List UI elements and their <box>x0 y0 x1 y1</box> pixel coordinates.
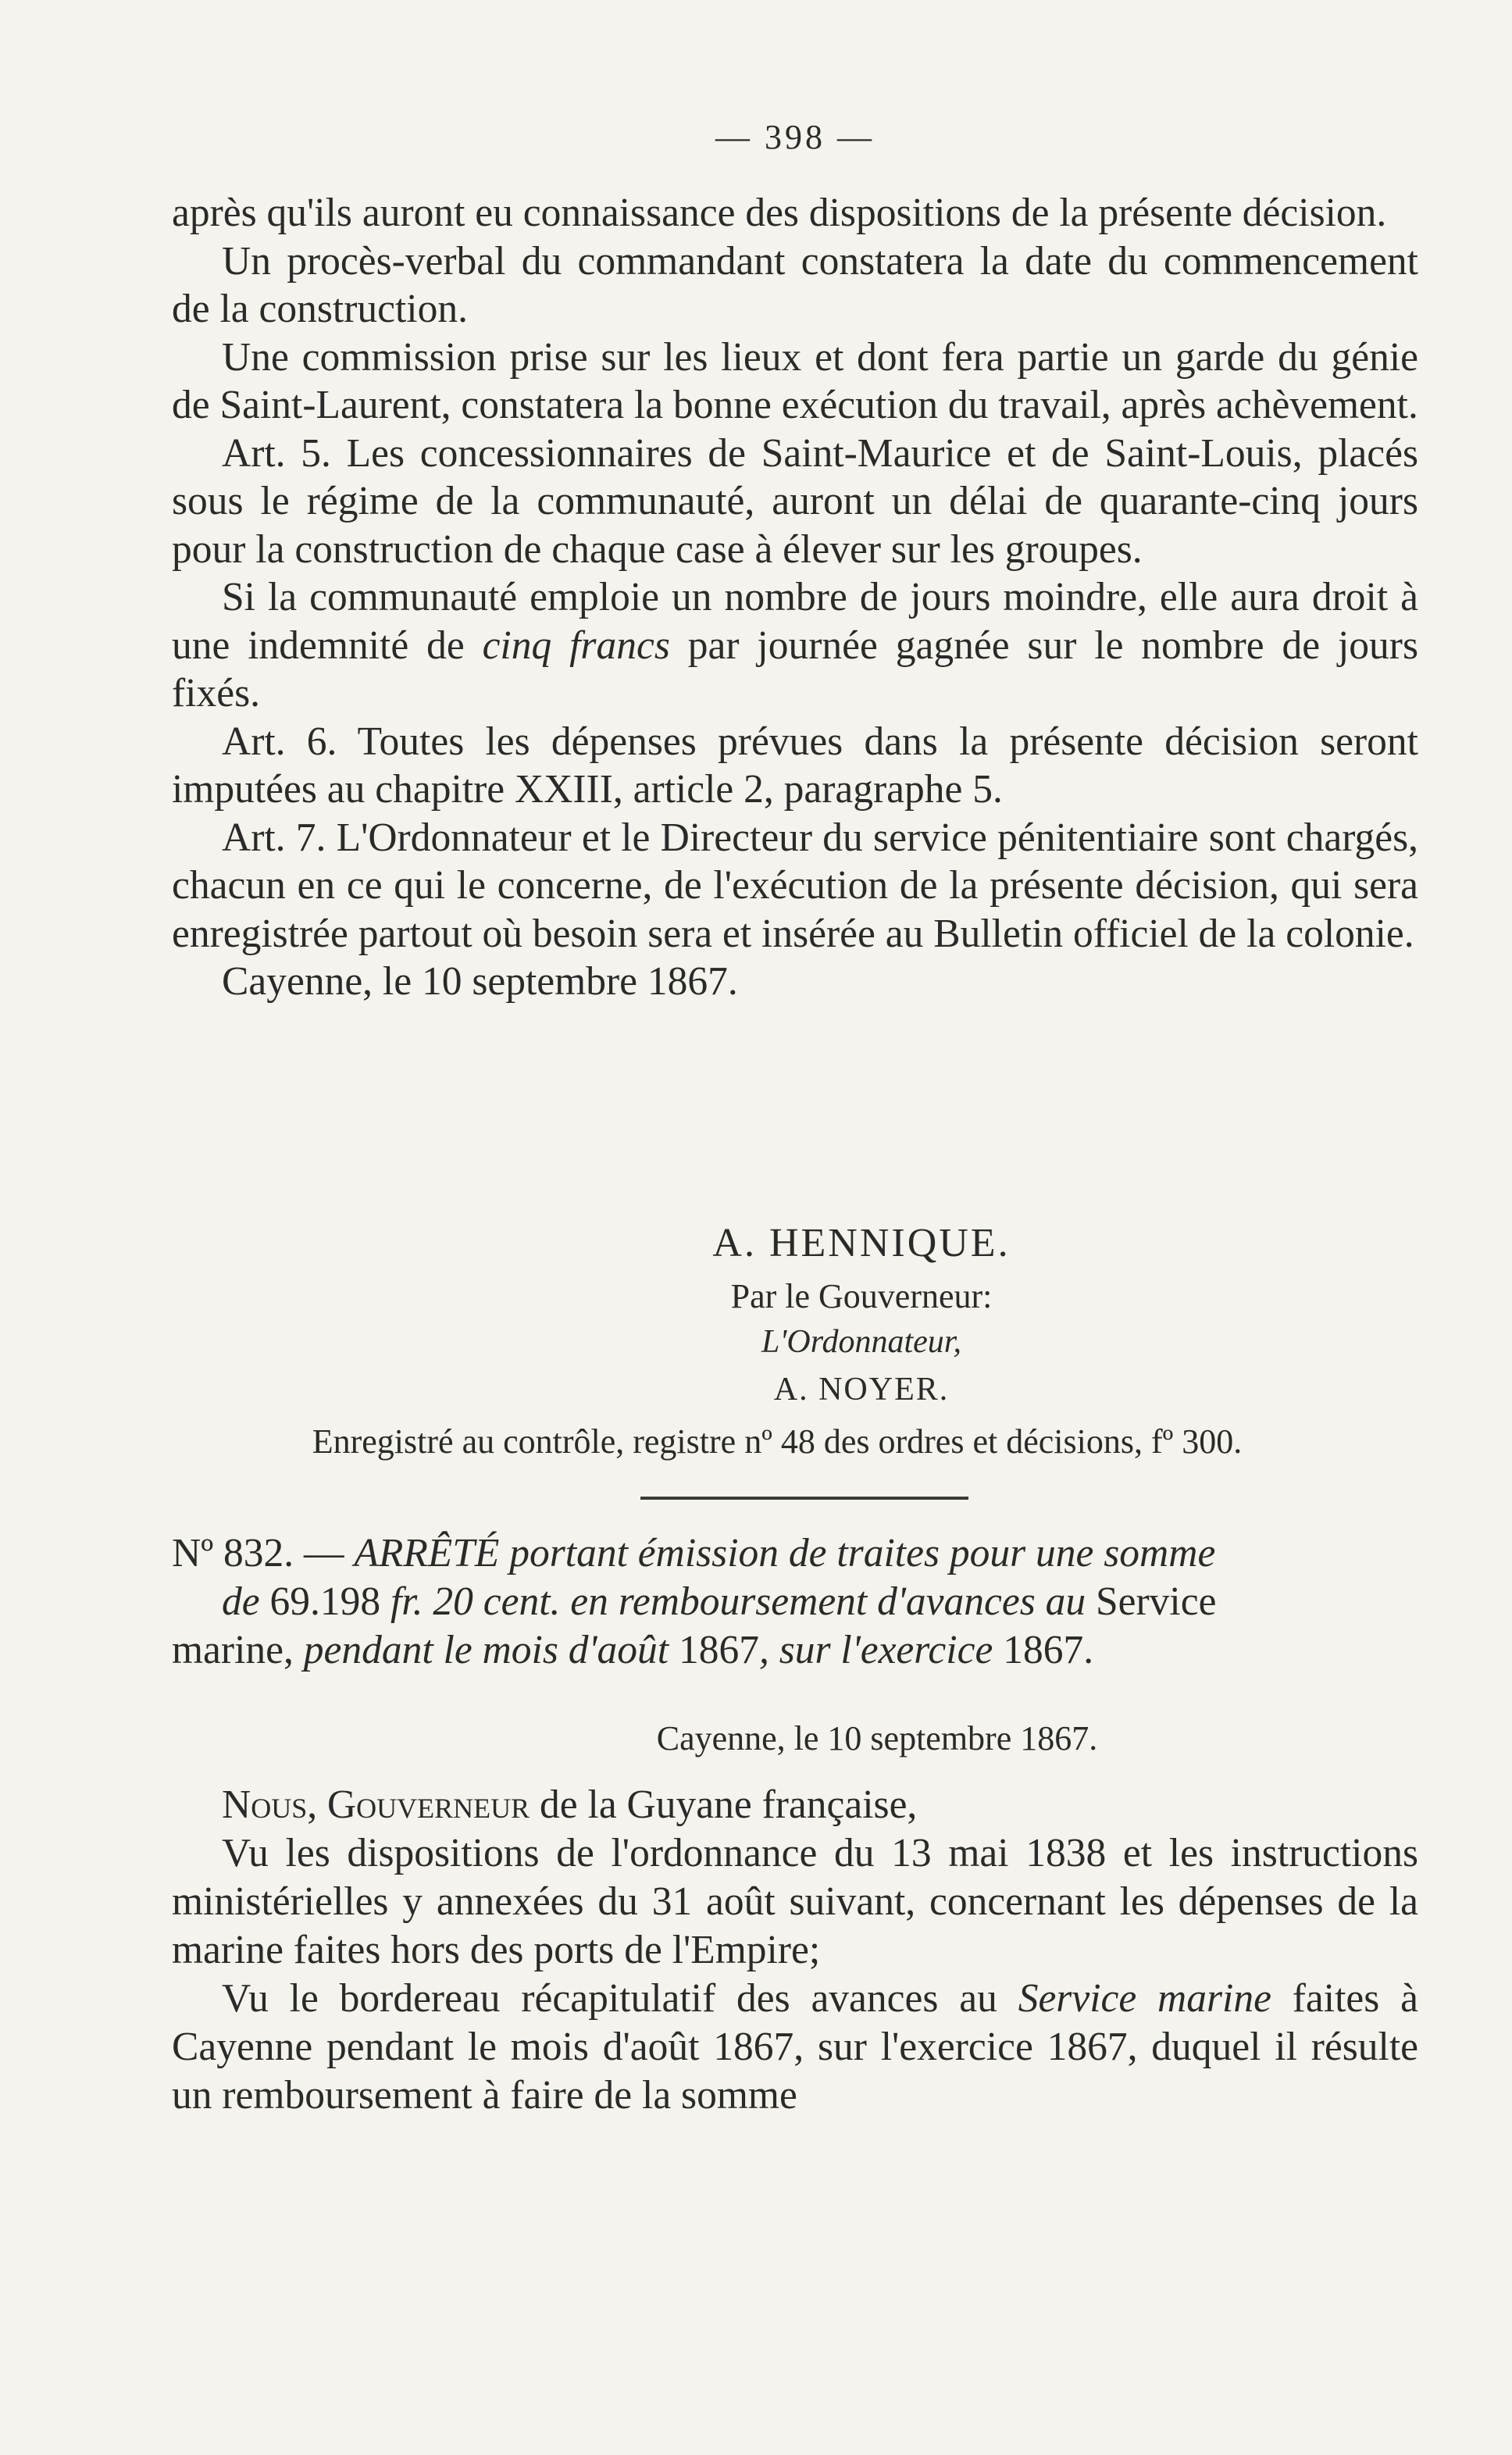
section-divider <box>640 1497 968 1500</box>
decision-body <box>172 189 1418 1006</box>
vu-bordereau-service: Service marine <box>1018 1976 1271 2021</box>
arrete-amount: 69.198 <box>269 1579 381 1624</box>
signature-par-le-gouverneur: Par le Gouverneur: <box>730 1277 993 1315</box>
arrete-heading-line-3 <box>172 1626 1418 1675</box>
paragraph-date: Cayenne, le 10 septembre 1867. <box>222 959 738 1004</box>
registration-note: Enregistré au contrôle, registre nº 48 des ordres et décisions, fº 300. <box>312 1422 1243 1461</box>
arrete-title-exercice: , sur l'exercice <box>758 1628 1004 1672</box>
arrete-dash: — <box>294 1531 355 1575</box>
nous-gouverneur: Nous, Gouverneur <box>222 1782 530 1827</box>
arrete-title-service: Service <box>1096 1579 1217 1624</box>
paragraph-vu-bordereau <box>172 1975 1418 2120</box>
arrete-title-line-2: fr. 20 cent. en remboursement d'avances au <box>380 1579 1096 1624</box>
arrete-title-marine: marine, <box>172 1628 304 1672</box>
vu-bordereau-end: faites à Cayenne pendant le mois d'août 1867, sur l'exercice 1867, duquel il résulte un remboursement à faire de la somme <box>172 1976 1418 2118</box>
arrete-heading-line-2 <box>172 1578 1418 1626</box>
arrete-title-pendant: pendant le mois d'août <box>303 1628 679 1672</box>
signature-ordonnateur: A. NOYER. <box>773 1372 950 1408</box>
paragraph-vu-ordonnance: Vu les dispositions de l'ordonnance du 13 mai 1838 et les instructions ministérielles y annexées du 31 août suivant, concernant les dépenses de la marine faites hors des ports de l'Empire; <box>172 1831 1418 1972</box>
paragraph-continuation: après qu'ils auront eu connaissance des dispositions de la présente décision. <box>172 191 1387 235</box>
arrete-title-year: 1867 <box>678 1628 759 1672</box>
indemnite-amount: cinq francs <box>482 623 670 668</box>
indemnite-text-before: Si la communauté emploie un nombre de jours moindre, elle aura droit à une indemnité de <box>172 575 1418 668</box>
paragraph-article-5: Art. 5. Les concessionnaires de Saint-Maurice et de Saint-Louis, placés sous le régime de la communauté, auront un délai de quarante-cinq jours pour la construction de chaque case à élever sur les groupes. <box>172 430 1418 572</box>
arrete-body <box>172 1781 1418 2120</box>
paragraph-indemnite <box>172 573 1418 718</box>
paragraph-nous <box>172 1781 1418 1829</box>
paragraph-article-6: Art. 6. Toutes les dépenses prévues dans la présente décision seront imputées au chapitre XXIII, article 2, paragraphe 5. <box>172 719 1418 812</box>
arrete-title-exercice-year: 1867. <box>1003 1628 1094 1672</box>
paragraph-article-7: Art. 7. L'Ordonnateur et le Directeur du service pénitentiaire sont chargés, chacun en ce qui le concerne, de l'exécution de la présente décision, qui sera enregistrée partout où besoin sera et insérée au Bulletin officiel de la colonie. <box>172 815 1418 956</box>
signature-governor: A. HENNIQUE. <box>712 1221 1011 1265</box>
nous-rest: de la Guyane française, <box>530 1782 918 1827</box>
page-number: — 398 — <box>715 118 875 156</box>
arrete-heading <box>172 1529 1418 1675</box>
arrete-title-de: de <box>222 1579 270 1624</box>
arrete-number: Nº 832. <box>172 1531 294 1575</box>
vu-bordereau-start: Vu le bordereau récapitulatif des avances au <box>222 1976 1018 2021</box>
paragraph-proces-verbal: Un procès-verbal du commandant constatera la date du commencement de la construction. <box>172 238 1418 331</box>
arrete-heading-line-1 <box>172 1529 1418 1578</box>
indemnite-text-after: par journée gagnée sur le nombre de jours fixés. <box>172 623 1419 715</box>
arrete-date-line: Cayenne, le 10 septembre 1867. <box>656 1719 1098 1757</box>
signature-role: L'Ordonnateur, <box>761 1324 961 1360</box>
paragraph-commission: Une commission prise sur les lieux et dont fera partie un garde du génie de Saint-Laurent, constatera la bonne exécution du travail, après achèvement. <box>172 334 1418 427</box>
arrete-title-line-1: ARRÊTÉ portant émission de traites pour une somme <box>354 1531 1216 1575</box>
